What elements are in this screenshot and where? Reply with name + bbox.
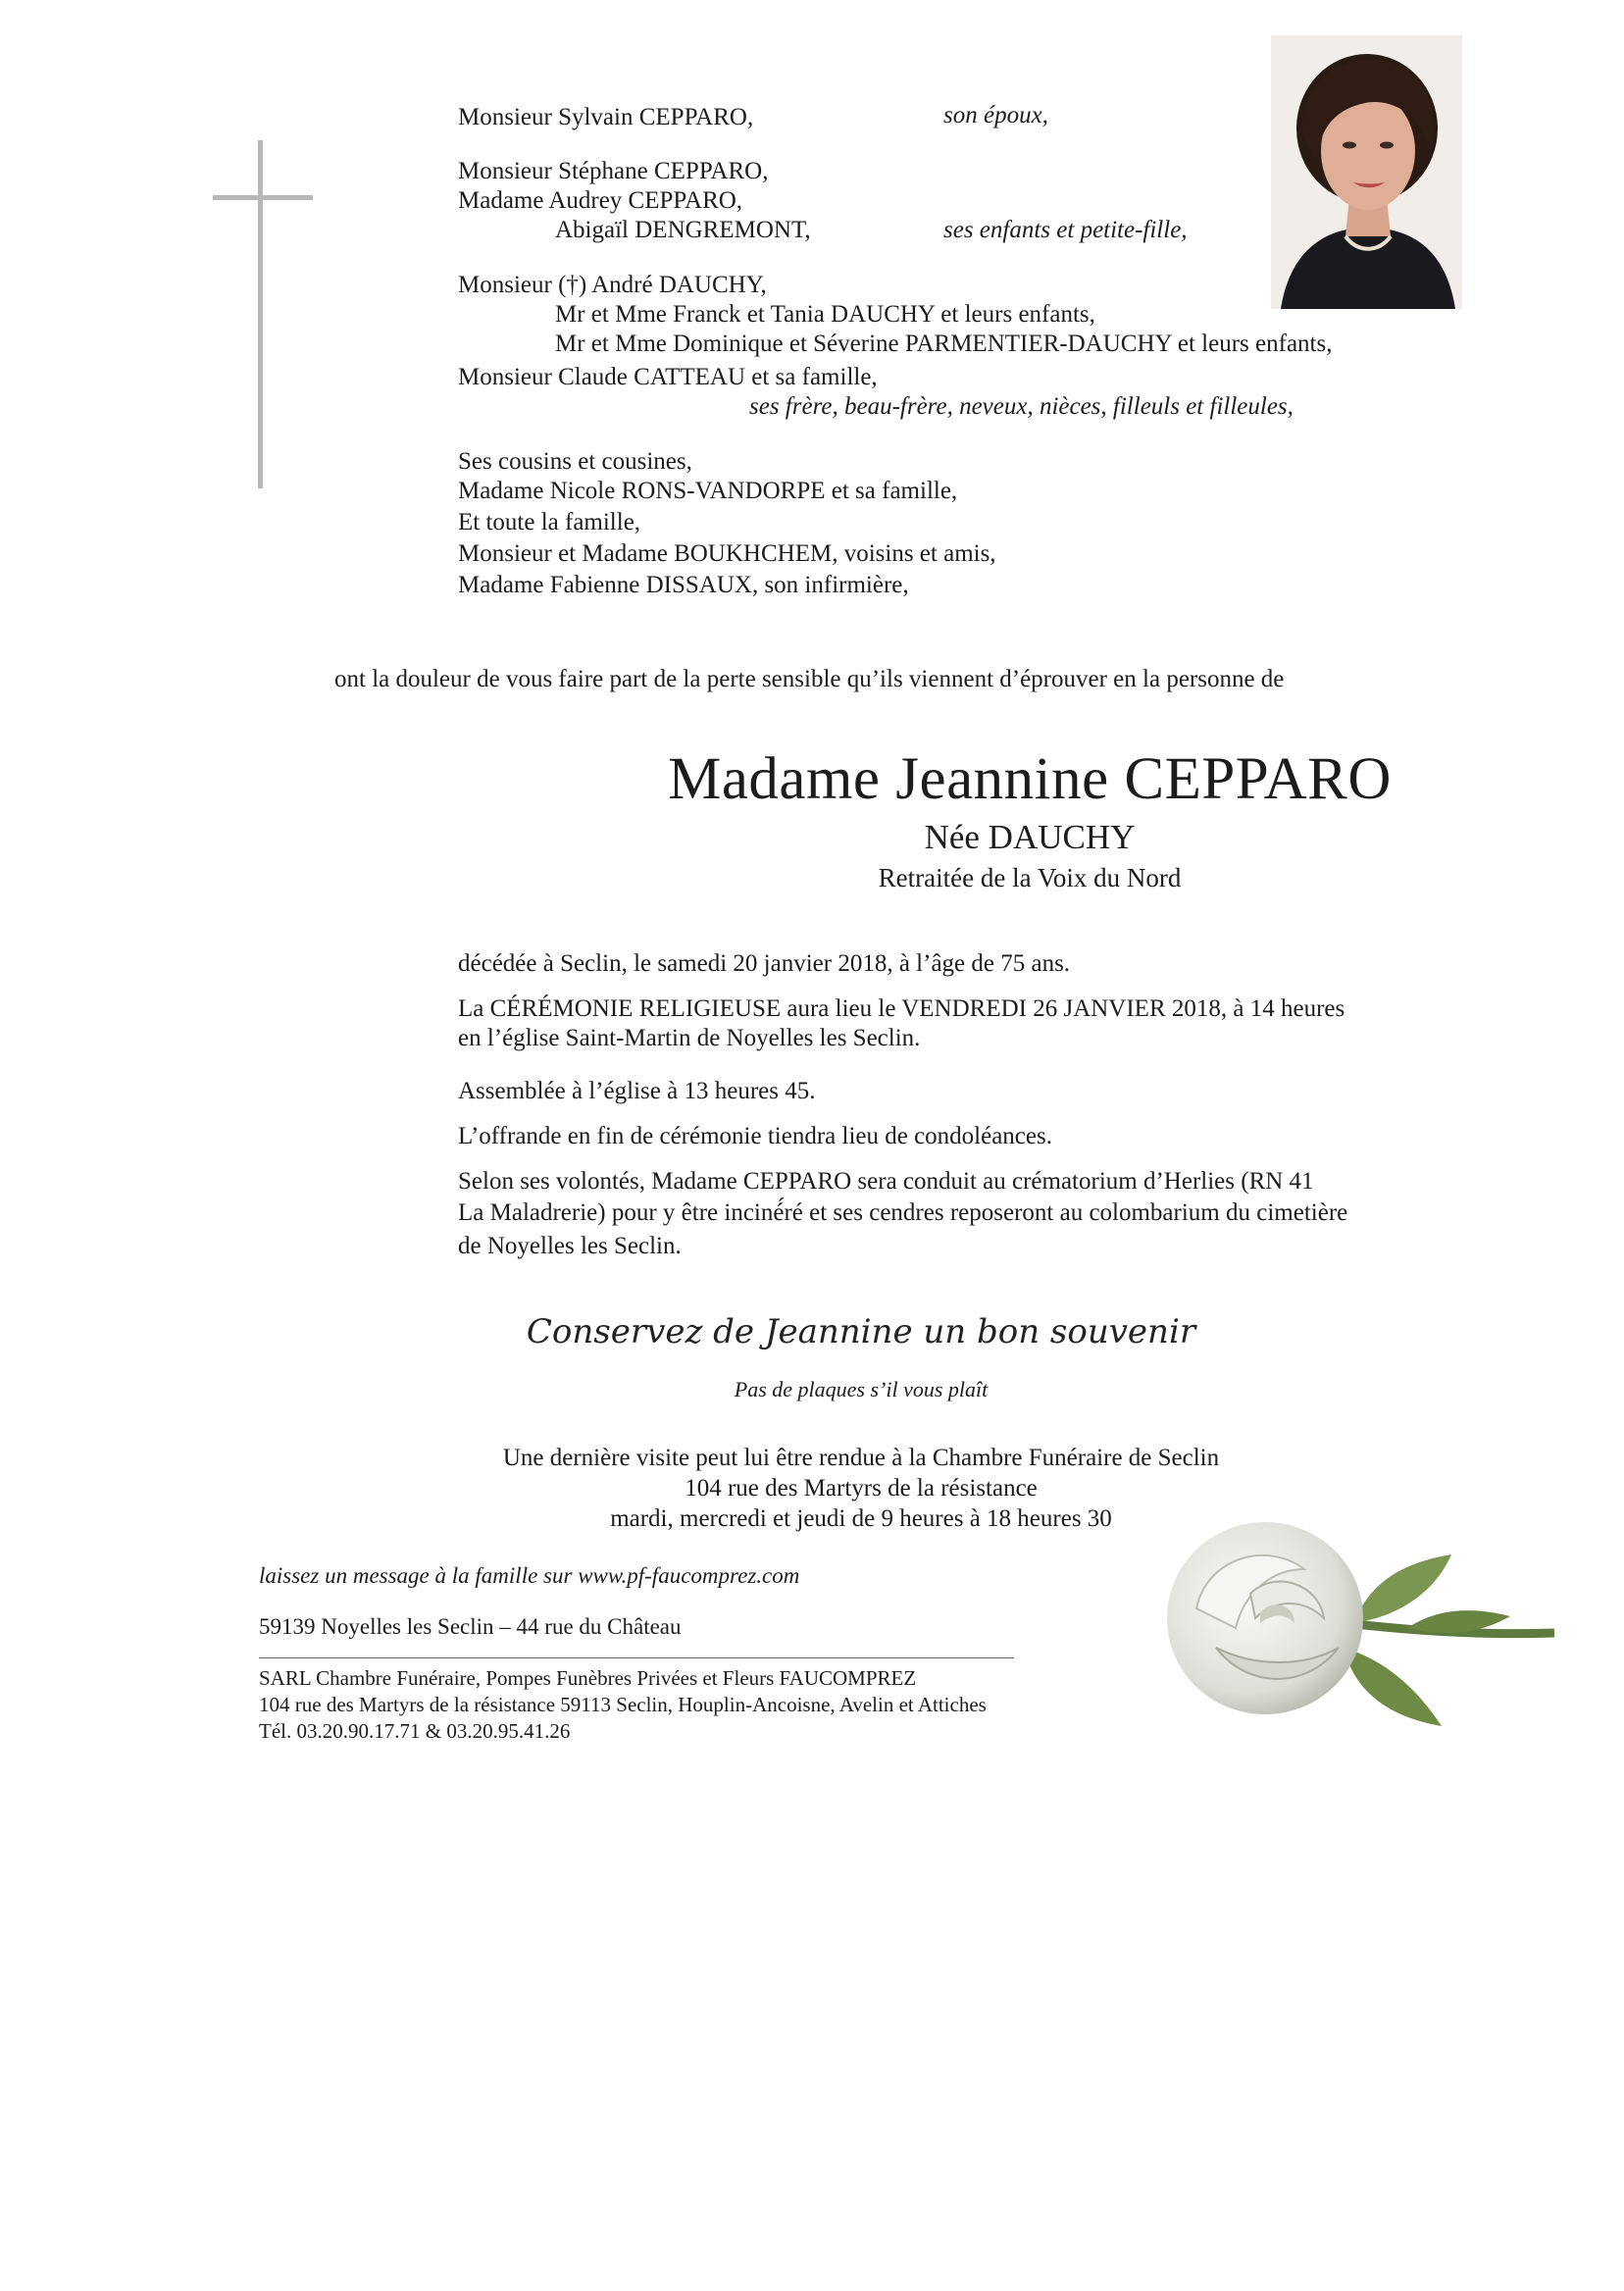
family-line: Monsieur et Madame BOUKHCHEM, voisins et amis, [458, 540, 996, 567]
ceremony-line: La CÉRÉMONIE RELIGIEUSE aura lieu le VENDREDI 26 JANVIER 2018, à 14 heures [458, 995, 1345, 1022]
family-line: Madame Audrey CEPPARO, [458, 187, 743, 214]
family-line-spouse: Monsieur Sylvain CEPPARO, [458, 104, 754, 130]
death-details: décédée à Seclin, le samedi 20 janvier 2018, à l’âge de 75 ans. [458, 950, 1071, 977]
family-line: Madame Fabienne DISSAUX, son infirmière, [458, 572, 909, 598]
cross-icon-vertical [258, 140, 263, 488]
footer-company: SARL Chambre Funéraire, Pompes Funèbres Privées et Fleurs FAUCOMPREZ [259, 1666, 917, 1690]
family-line: Mr et Mme Dominique et Séverine PARMENTIER-DAUCHY et leurs enfants, [555, 331, 1333, 357]
family-line: Mr et Mme Franck et Tania DAUCHY et leurs enfants, [555, 301, 1095, 328]
address: 59139 Noyelles les Seclin – 44 rue du Château [259, 1614, 682, 1639]
visit-line: Une dernière visite peut lui être rendue à la Chambre Funéraire de Seclin [502, 1445, 1220, 1471]
wishes-line: de Noyelles les Seclin. [458, 1233, 682, 1259]
cross-icon-horizontal [213, 195, 313, 200]
wishes-line: Selon ses volontés, Madame CEPPARO sera conduit au crématorium d’Herlies (RN 41 [458, 1168, 1314, 1195]
family-role-siblings: ses frère, beau-frère, neveux, nièces, filleuls et filleules, [749, 393, 1294, 420]
family-role-spouse: son époux, [943, 102, 1048, 128]
footer-phone: Tél. 03.20.90.17.71 & 03.20.95.41.26 [259, 1719, 571, 1743]
family-line: Abigaïl DENGREMONT, [555, 217, 811, 243]
footer-divider [259, 1657, 1014, 1658]
message-link-text: laissez un message à la famille sur www.pf-faucomprez.com [259, 1563, 800, 1588]
occupation: Retraitée de la Voix du Nord [878, 863, 1182, 892]
footer-address: 104 rue des Martyrs de la résistance 59113 Seclin, Houplin-Ancoisne, Avelin et Attiches [259, 1693, 987, 1716]
intro-text: ont la douleur de vous faire part de la perte sensible qu’ils viennent d’éprouver en la personne de [334, 666, 1285, 692]
deceased-name: Madame Jeannine CEPPARO [668, 746, 1392, 812]
memory-quote: Conservez de Jeannine un bon souvenir [526, 1312, 1196, 1351]
no-plaques-note: Pas de plaques s’il vous plaît [734, 1377, 989, 1401]
family-line: Ses cousins et cousines, [458, 448, 692, 475]
offering-line: L’offrande en fin de cérémonie tiendra lieu de condoléances. [458, 1123, 1052, 1149]
family-line: Et toute la famille, [458, 509, 641, 535]
family-line: Madame Nicole RONS-VANDORPE et sa famille, [458, 478, 958, 504]
family-line: Monsieur (†) André DAUCHY, [458, 272, 767, 298]
family-line: Monsieur Claude CATTEAU et sa famille, [458, 364, 878, 390]
white-rose-image [1157, 1501, 1559, 1746]
assembly-line: Assemblée à l’église à 13 heures 45. [458, 1078, 816, 1104]
portrait-photo [1271, 35, 1462, 309]
visit-line: 104 rue des Martyrs de la résistance [685, 1475, 1038, 1502]
family-role-children: ses enfants et petite-fille, [943, 217, 1188, 243]
wishes-line: La Maladrerie) pour y être inciné́ré et ses cendres reposeront au colombarium du cimetière [458, 1199, 1348, 1226]
visit-line: mardi, mercredi et jeudi de 9 heures à 18 heures 30 [610, 1505, 1112, 1532]
family-line: Monsieur Stéphane CEPPARO, [458, 158, 769, 184]
ceremony-line: en l’église Saint-Martin de Noyelles les Seclin. [458, 1025, 921, 1051]
maiden-name: Née DAUCHY [924, 818, 1136, 856]
